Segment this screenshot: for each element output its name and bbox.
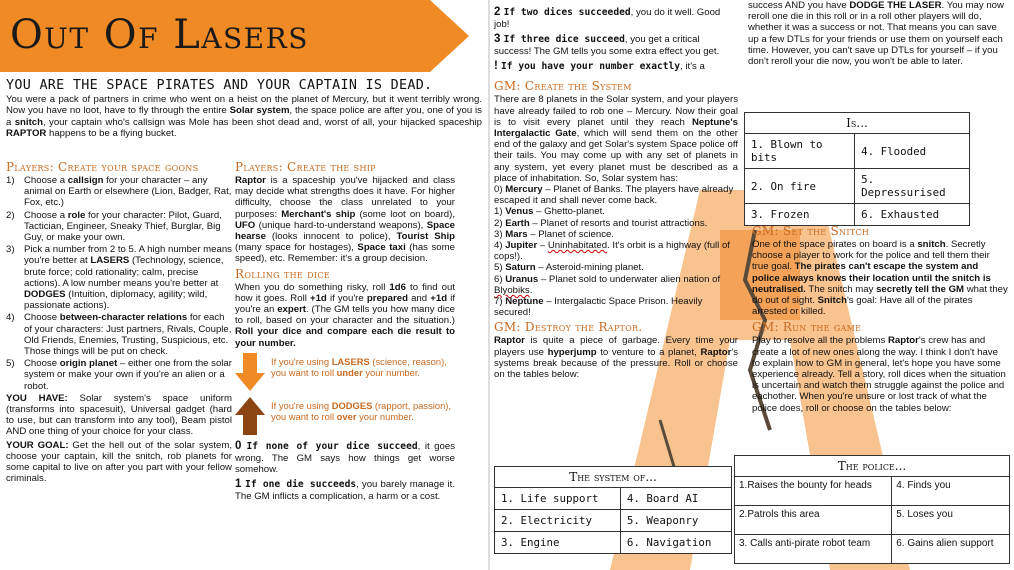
text-run: One of the space pirates on board is a [752,239,918,250]
heading-run-game: GM: Run the game [752,320,862,335]
text-run: Uninhabitated [547,240,608,252]
text-run: The snitch may [805,283,877,295]
bold-text: If none of your dice succeed [246,440,418,452]
text-run: – either one from the solar system or make your own if you're an alien or a robot. [24,358,232,392]
arrow-down-icon [235,353,265,393]
text-run: , which will send them on the other end of the galaxy and get Solar's system Space police off their tails. You may come up with any set of planets in any system, yet every planet must be described as a place of inhabitation. So, Solar system has: [494,128,739,184]
text-run: 0) [494,184,506,196]
step-item [6,210,232,244]
table-cell: 1.Raises the bounty for heads [735,477,892,506]
text-run: if you're [326,292,367,304]
step-number: 3) [6,244,15,256]
text-run: and [407,292,431,304]
dodges-note [235,397,455,437]
outcome-one [235,478,455,502]
bold-text: snitch [917,239,946,250]
table-cell: 5. Loses you [892,506,1010,535]
text-run: Choose a [24,209,68,221]
text-run: Choose a [24,175,68,186]
bold-text: Mercury [505,184,543,196]
text-run: 's crew has and create a lot of new ones along the way. I think I don't have to explain how to GM in general, let's hope you have some experience already. Tell a story, roll dices when the situation is uncertain and watch them struggle against the police and eachother. When you're unsure or lost track of what the police does, roll or choose on the tables below: [752,335,1006,414]
text-run: Blyobiks [494,284,530,296]
bold-text: DODGES [331,399,373,411]
bold-text: Merchant's ship [281,208,356,220]
ship-rolling-column [235,158,455,502]
bold-text: 2 [494,6,504,18]
bold-text: Roll your dice and compare each die result to your number. [235,326,455,349]
bold-text: Neptune [505,296,544,308]
text-run: , it's a [680,61,705,73]
table-system-of [494,466,732,554]
snitch-section [752,222,1008,414]
table-cell: 3. Engine [495,532,621,554]
bold-text: Raptor [887,335,919,347]
table-cell: 4. Board AI [620,488,731,510]
bold-text: snitch [14,116,43,128]
text-run: – [537,240,548,252]
page-title: Out Of Lasers [10,12,309,58]
bold-text: Space taxi [357,242,406,254]
bold-text: origin planet [59,358,118,370]
text-run: – Planet sold to underwater alien nation of [538,273,721,285]
bold-text: If three dice succeed [503,34,625,46]
bold-text: over [336,411,357,423]
bold-text: role [67,209,86,221]
text-run: Play to resolve all the problems [752,335,888,347]
text-run: 's systems break because of the pressure. Roll or choose on the tables below: [494,346,738,381]
planet-item [494,240,738,262]
lasers-note [235,353,455,393]
step-number: 1) [6,175,15,186]
bold-text: YOUR GOAL: [6,439,69,451]
text-run: . It's orbit is a highway (full of cops!). [494,240,730,263]
table-row [495,488,732,510]
right-right-column [748,0,1010,67]
text-run: 4) [494,240,506,252]
bold-text: between-character relations [59,312,188,324]
planet-item [494,218,738,229]
text-run: (rapport, passion), you want to roll [271,399,452,423]
text-run: what they do out of sight. [752,283,1008,307]
text-run: If you're using [271,355,332,367]
text-run: If you're using [271,399,332,411]
heading-rolling-dice: Rolling the dice [235,266,330,281]
heading-create-goons: Players: Create your space goons [6,160,199,174]
table-cell: 6. Exhausted [855,204,970,226]
text-run: Choose [24,358,60,370]
bold-text: Space hearse [235,219,455,243]
bold-text: Raptor [235,175,266,186]
table-cell: 5. Weaponry [620,510,731,532]
destroy-paragraph [494,335,738,380]
planet-item [494,184,738,206]
table-cell: 6. Navigation [620,532,731,554]
bold-text: Raptor [700,346,732,358]
text-run: (has some speed), etc. Remember: it's a group decision. [235,242,455,265]
right-page [490,0,1014,570]
bold-text: The pirates can't escape the system and police always knows their location until the snitch is neutralised. [752,261,991,295]
table-cell: 4. Flooded [855,134,970,169]
table-cell: 5. Depressurised [855,169,970,204]
text-run: Choose [24,312,60,324]
text-run: Solar system's space uniform (transforms into spacesuit), Universal gadget (hard to use, but can transform into any tool), Beam pistol AND one thing of your choice for your class. [6,392,232,438]
exact-continuation [748,0,1010,67]
step-item [6,358,232,392]
step-number: 2) [6,209,15,221]
bold-text: If you have your number exactly [501,61,681,73]
table-cell: 3. Frozen [745,204,855,226]
title-banner [0,0,469,72]
outcome-zero [235,440,455,475]
text-run: (some loot on board), [355,208,455,220]
step-number: 5) [6,358,15,370]
bold-text: under [336,367,363,379]
text-run: for your character: Pilot, Guard, Tactician, Engineer, Sneaky Thief, Burglar, Big Guy, or make your own. [24,209,222,244]
text-run: to find out how it goes. Roll [235,281,455,304]
bold-text: 1d6 [389,281,406,293]
bold-text: ! [494,60,502,73]
text-run: is quite a piece of garbage. Every time your players use [494,335,738,358]
lasers-note-text [271,356,459,379]
table-is-header: Is... [745,113,970,134]
table-row [495,532,732,554]
text-run: – Ghetto-planet. [533,206,605,218]
text-run: (science, reason), you want to roll [271,355,447,379]
bold-text: 1 [235,478,246,491]
text-run: for your character – any animal on Earth or elsewhere (Lion, Badger, Rat, Fox, etc.) [24,175,232,209]
bold-text: expert [277,304,306,316]
table-system-header: The system of... [495,467,732,488]
heading-create-system: GM: Create the System [494,79,632,94]
table-row [495,510,732,532]
planets-list [494,184,738,318]
bold-text: Snitch [817,295,847,307]
bold-text: prepared [366,292,408,304]
text-run: , you barely manage it. The GM inflicts a complication, a harm or a cost. [235,479,455,503]
text-run: . (The GM tells you how many dice to roll, based on your character and the situation.) [235,304,455,327]
bold-text: Uranus [505,273,539,285]
text-run: (looks innocent to police), [265,231,397,243]
bold-text: Saturn [505,262,536,274]
text-run: Pick a number from 2 to 5. A high number means you're better at [24,244,232,267]
bold-text: +1d [430,292,448,304]
text-run: is a spaceship you've hijacked and class may decide what strengths does it have. For higher difficulty, choose the class unrelated to your purposes: [235,175,455,220]
bold-text: hyperjump [547,346,597,358]
text-run: 2) [494,217,506,229]
left-page [0,0,490,570]
text-run: 6) [494,273,506,285]
outcome-two [494,6,738,30]
bold-text: Raptor [494,335,525,347]
table-cell: 3. Calls anti-pirate robot team [735,535,892,564]
bold-text: DODGE THE LASER [849,0,942,11]
steps-list [6,175,232,392]
you-have-paragraph [6,393,232,438]
step-number: 4) [6,312,15,324]
text-run: . You may now reroll one die in this roll or in a roll other players will do, whether it was a success or not. That means you can save up a few DTLs for your friends or use them on yourself each time. However, you can't save up DTLs for yourself – if you don't reroll your die now, you won't be able to later. [748,0,1004,68]
table-cell: 2. On fire [745,169,855,204]
table-cell: 2. Electricity [495,510,621,532]
text-run: to venture to a planet, [596,346,701,358]
bold-text: RAPTOR [6,127,47,139]
bold-text: LASERS [331,355,370,367]
run-paragraph [752,335,1008,413]
table-is [744,112,970,226]
text-run: (Intuition, diplomacy, agility; wild, passionate actions). [24,289,208,312]
text-run: 3) [494,228,506,240]
table-row [735,477,1010,506]
bold-text: LASERS [90,255,130,267]
ship-paragraph [235,175,455,265]
bold-text: secretly tell the GM [876,283,965,295]
bold-text: If two dices succeeded [503,7,631,18]
text-run: 5) [494,262,506,274]
table-row [745,169,970,204]
planet-item [494,206,738,217]
bold-text: 3 [494,33,504,46]
system-paragraph [494,94,738,184]
text-run: , your captain who's callsign was Mole has been shot dead and, worst of all, your hijacked spaceship [42,116,482,128]
right-left-column [494,6,738,380]
text-run: , the space police are after you, one of you is a [6,105,482,128]
bold-text: DODGES [24,289,66,301]
table-cell: 4. Finds you [892,477,1010,506]
arrow-up-icon [235,397,265,437]
bold-text: Tourist Ship [396,231,455,243]
text-run: There are 8 planets in the Solar system, and your players have already failed to rob one – Mercury. Now their goal is to visit every planet until they reach [494,94,738,128]
text-run: if you're an [235,292,456,316]
table-cell: 6. Gains alien support [892,535,1010,564]
planet-item [494,229,738,240]
table-police-header: The police... [735,456,1010,477]
planet-item [494,262,738,273]
bold-text: Mars [505,228,528,240]
text-run: – Planet of science. [527,228,615,240]
planet-item [494,274,738,296]
snitch-paragraph [752,239,1008,317]
text-run: , it goes wrong. The GM says how things get worse somehow. [235,440,455,476]
bold-text: Venus [505,206,534,218]
dodges-note-text [271,400,459,423]
bold-text: Solar system [229,105,290,117]
step-item [6,244,232,311]
text-run: – Planet of resorts and tourist attractions. [529,217,708,229]
text-run: (Technology, science, brute force; cold rationality; calm, precise actions). A low number means you're better at [24,255,224,289]
text-run: Get the hell out of the solar system, choose your captain, kill the snitch, rob planets for some capital to live on after you part with your fellow criminals. [6,439,232,485]
text-run: your number. [362,367,421,379]
bold-text: YOU HAVE: [6,392,68,404]
text-run: 7) [494,296,506,308]
bold-text: 0 [235,439,247,452]
table-row [735,535,1010,564]
text-run: . [529,284,533,296]
bold-text: Neptune's Intergalactic Gate [494,116,738,140]
players-goons-column [6,158,232,484]
heading-create-ship: Players: Create the ship [235,160,376,174]
text-run: 's goal: Have all of the pirates arrested or killed. [752,295,973,318]
table-police [734,455,1010,564]
text-run: When you do something risky, roll [235,281,390,293]
text-run: happens to be a flying bucket. [46,127,177,139]
text-run: . Secretly choose a player to work for the police and tell them their true goal. [752,239,990,273]
text-run: , you get a critical success! The GM tells you some extra effect you get. [494,34,720,58]
text-run: – Asteroid-mining planet. [535,262,644,274]
table-cell: 1. Blown to bits [745,134,855,169]
heading-destroy-raptor: GM: Destroy the Raptor. [494,320,643,335]
bold-text: callsign [67,175,104,186]
table-row [735,506,1010,535]
table-cell: 1. Life support [495,488,621,510]
table-row [745,134,970,169]
step-item [6,175,232,209]
rolling-paragraph [235,282,455,349]
text-run: (unique hard-to-understand weapons), [255,219,427,231]
heading-set-snitch: GM: Set the Snitch [752,224,870,238]
text-run: success AND you have [748,0,850,11]
step-item [6,312,232,357]
text-run: – Intergalactic Space Prison. Heavily secured! [494,296,703,319]
intro-paragraph [6,94,482,139]
text-run: You were a pack of partners in crime who went on a heist on the planet of Mercury, but it went terribly wrong. Now you have no loot, have to fly through the entire [6,94,482,117]
bold-text: Jupiter [505,240,538,252]
bold-text: If one die succeeds [245,479,357,491]
text-run: (many space for hostages), [235,242,358,254]
bold-text: UFO [235,219,256,231]
planet-item [494,296,738,318]
text-run: , you do it well. Good job! [494,7,721,30]
outcome-exact [494,60,738,73]
subtitle: YOU ARE THE SPACE PIRATES AND YOUR CAPTAIN IS DEAD. [6,78,433,93]
outcome-three [494,33,738,57]
text-run: – Planet of Banks. The players have already escaped it and shall never come back. [494,184,734,207]
text-run: for each of your characters: Just partners, Rivals, Couple, Old Friends, Enemies, Trusting, Suspicious, etc. Those things will be put on check. [24,312,232,358]
bold-text: Earth [505,217,530,229]
bold-text: +1d [309,292,327,304]
your-goal-paragraph [6,440,232,485]
text-run: 1) [494,206,506,218]
table-cell: 2.Patrols this area [735,506,892,535]
text-run: your number. [356,411,414,423]
